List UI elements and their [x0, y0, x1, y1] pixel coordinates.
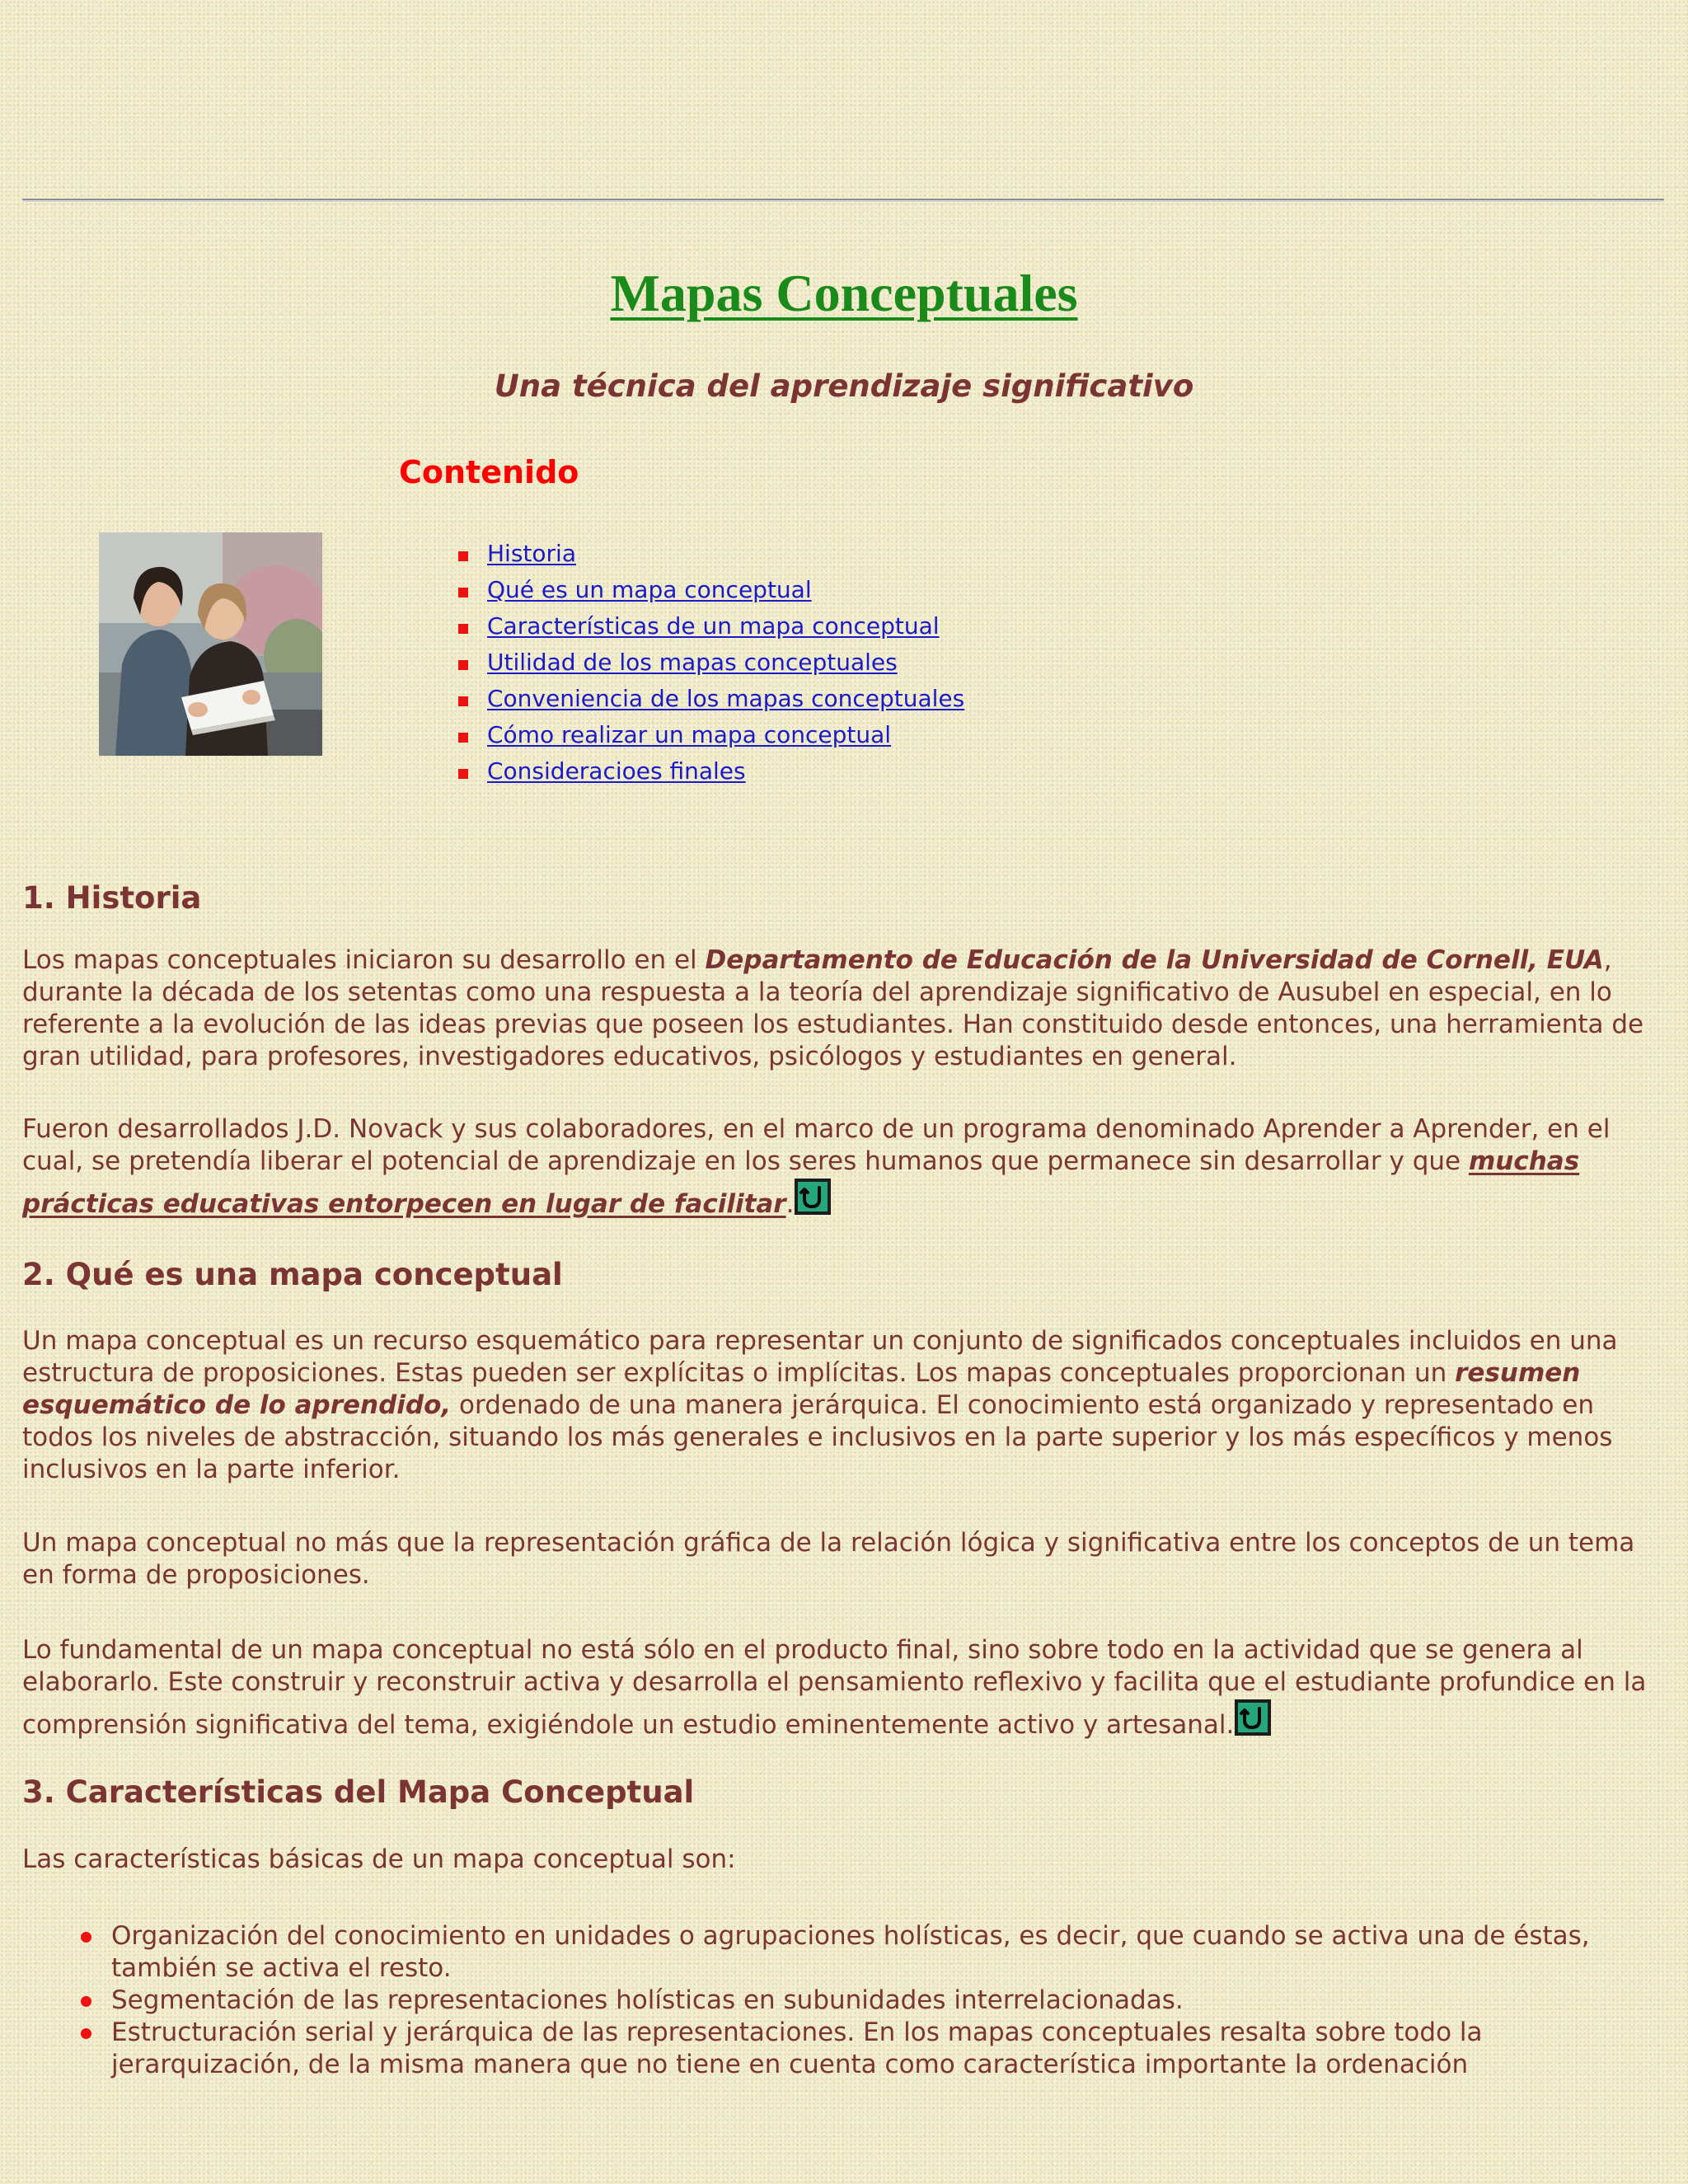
square-bullet-icon: [458, 551, 468, 561]
square-bullet-icon: [458, 696, 468, 706]
section-heading-caracteristicas: 3. Características del Mapa Conceptual: [22, 1774, 695, 1810]
students-photo: [99, 532, 322, 756]
toc-item: [458, 646, 964, 682]
toc-link-conveniencia[interactable]: Conveniencia de los mapas conceptuales: [487, 685, 965, 712]
historia-paragraph-2: Fueron desarrollados J.D. Novack y sus colaboradores, en el marco de un programa denominado Aprender a Aprender, en el cual, se pretendía liberar el potencial de aprendizaje en los seres humanos que permanece sin desarrollar y que muchas prácticas educativas entorpecen en lugar de facilitar.: [22, 1114, 1611, 1219]
section-heading-que-es: 2. Qué es una mapa conceptual: [22, 1257, 563, 1292]
section-heading-historia: 1. Historia: [22, 880, 202, 916]
toc-link-utilidad[interactable]: Utilidad de los mapas conceptuales: [487, 649, 898, 676]
square-bullet-icon: [458, 660, 468, 670]
toc-item: [458, 537, 964, 574]
bullet-dot-icon: [81, 2028, 91, 2039]
square-bullet-icon: [458, 769, 468, 779]
toc-link-historia[interactable]: Historia: [487, 540, 576, 567]
toc-link-como-realizar[interactable]: Cómo realizar un mapa conceptual: [487, 721, 892, 748]
page-subtitle: Una técnica del aprendizaje significativo: [494, 368, 1194, 404]
toc-link-que-es[interactable]: Qué es un mapa conceptual: [487, 576, 812, 603]
page-title: Mapas Conceptuales: [610, 264, 1078, 322]
toc-item: [458, 574, 964, 610]
return-arrow-icon[interactable]: [794, 1178, 832, 1216]
contents-heading: Contenido: [399, 454, 579, 490]
list-item: Organización del conocimiento en unidades o agrupaciones holísticas, es decir, que cuando se activa una de éstas, también se activa el resto.: [22, 1920, 1671, 1985]
historia-paragraph-1: Los mapas conceptuales iniciaron su desarrollo en el Departamento de Educación de la Universidad de Cornell, EUA, durante la década de los setentas como una respuesta a la teoría del aprendizaje significativo de Ausubel en especial, en lo referente a la evolución de las ideas previas que poseen los estudiantes. Han constituido desde entonces, una herramienta de gran utilidad, para profesores, investigadores educativos, psicólogos y estudiantes en general.: [22, 945, 1644, 1071]
list-item: Estructuración serial y jerárquica de las representaciones. En los mapas conceptuales resalta sobre todo la jerarquización, de la misma manera que no tiene en cuenta como característica importante la ordenación: [22, 2017, 1671, 2081]
que-es-paragraph-2: Un mapa conceptual no más que la representación gráfica de la relación lógica y significativa entre los conceptos de un tema en forma de proposiciones.: [22, 1528, 1635, 1590]
caracteristicas-intro: Las características básicas de un mapa conceptual son:: [22, 1844, 736, 1874]
bullet-dot-icon: [81, 1996, 91, 2007]
table-of-contents: [458, 537, 964, 791]
toc-link-caracteristicas[interactable]: Características de un mapa conceptual: [487, 612, 940, 640]
square-bullet-icon: [458, 588, 468, 598]
que-es-paragraph-3: Lo fundamental de un mapa conceptual no está sólo en el producto final, sino sobre todo en la actividad que se genera al elaborarlo. Este construir y reconstruir activa y desarrolla el pensamiento reflexivo y facilita que el estudiante profundice en la comprensión significativa del tema, exigiéndole un estudio eminentemente activo y artesanal.: [22, 1635, 1647, 1740]
bullet-dot-icon: [81, 1932, 91, 1943]
toc-item: [458, 755, 964, 791]
toc-item: [458, 682, 964, 719]
horizontal-rule: [22, 199, 1664, 202]
practicas-emphasis: muchas prácticas educativas entorpecen en lugar de facilitar: [22, 1146, 1580, 1219]
que-es-paragraph-1: Un mapa conceptual es un recurso esquemático para representar un conjunto de significados conceptuales incluidos en una estructura de proposiciones. Estas pueden ser explícitas o implícitas. Los mapas conceptuales proporcionan un resumen esquemático de lo aprendido, ordenado de una manera jerárquica. El conocimiento está organizado y representado en todos los niveles de abstracción, situando los más generales e inclusivos en la parte superior y los más específicos y menos inclusivos en la parte inferior.: [22, 1326, 1618, 1484]
list-item: Segmentación de las representaciones holísticas en subunidades interrelacionadas.: [22, 1985, 1671, 2017]
toc-item: [458, 610, 964, 646]
resumen-emphasis: resumen esquemático de lo aprendido,: [22, 1358, 1581, 1420]
toc-link-consideraciones[interactable]: Consideracioes finales: [487, 757, 746, 785]
toc-item: [458, 719, 964, 755]
caracteristicas-list: [22, 1920, 1671, 2081]
cornell-emphasis: Departamento de Educación de la Universidad de Cornell, EUA: [705, 945, 1604, 975]
square-bullet-icon: [458, 624, 468, 634]
return-arrow-icon[interactable]: [1234, 1699, 1272, 1736]
square-bullet-icon: [458, 733, 468, 743]
